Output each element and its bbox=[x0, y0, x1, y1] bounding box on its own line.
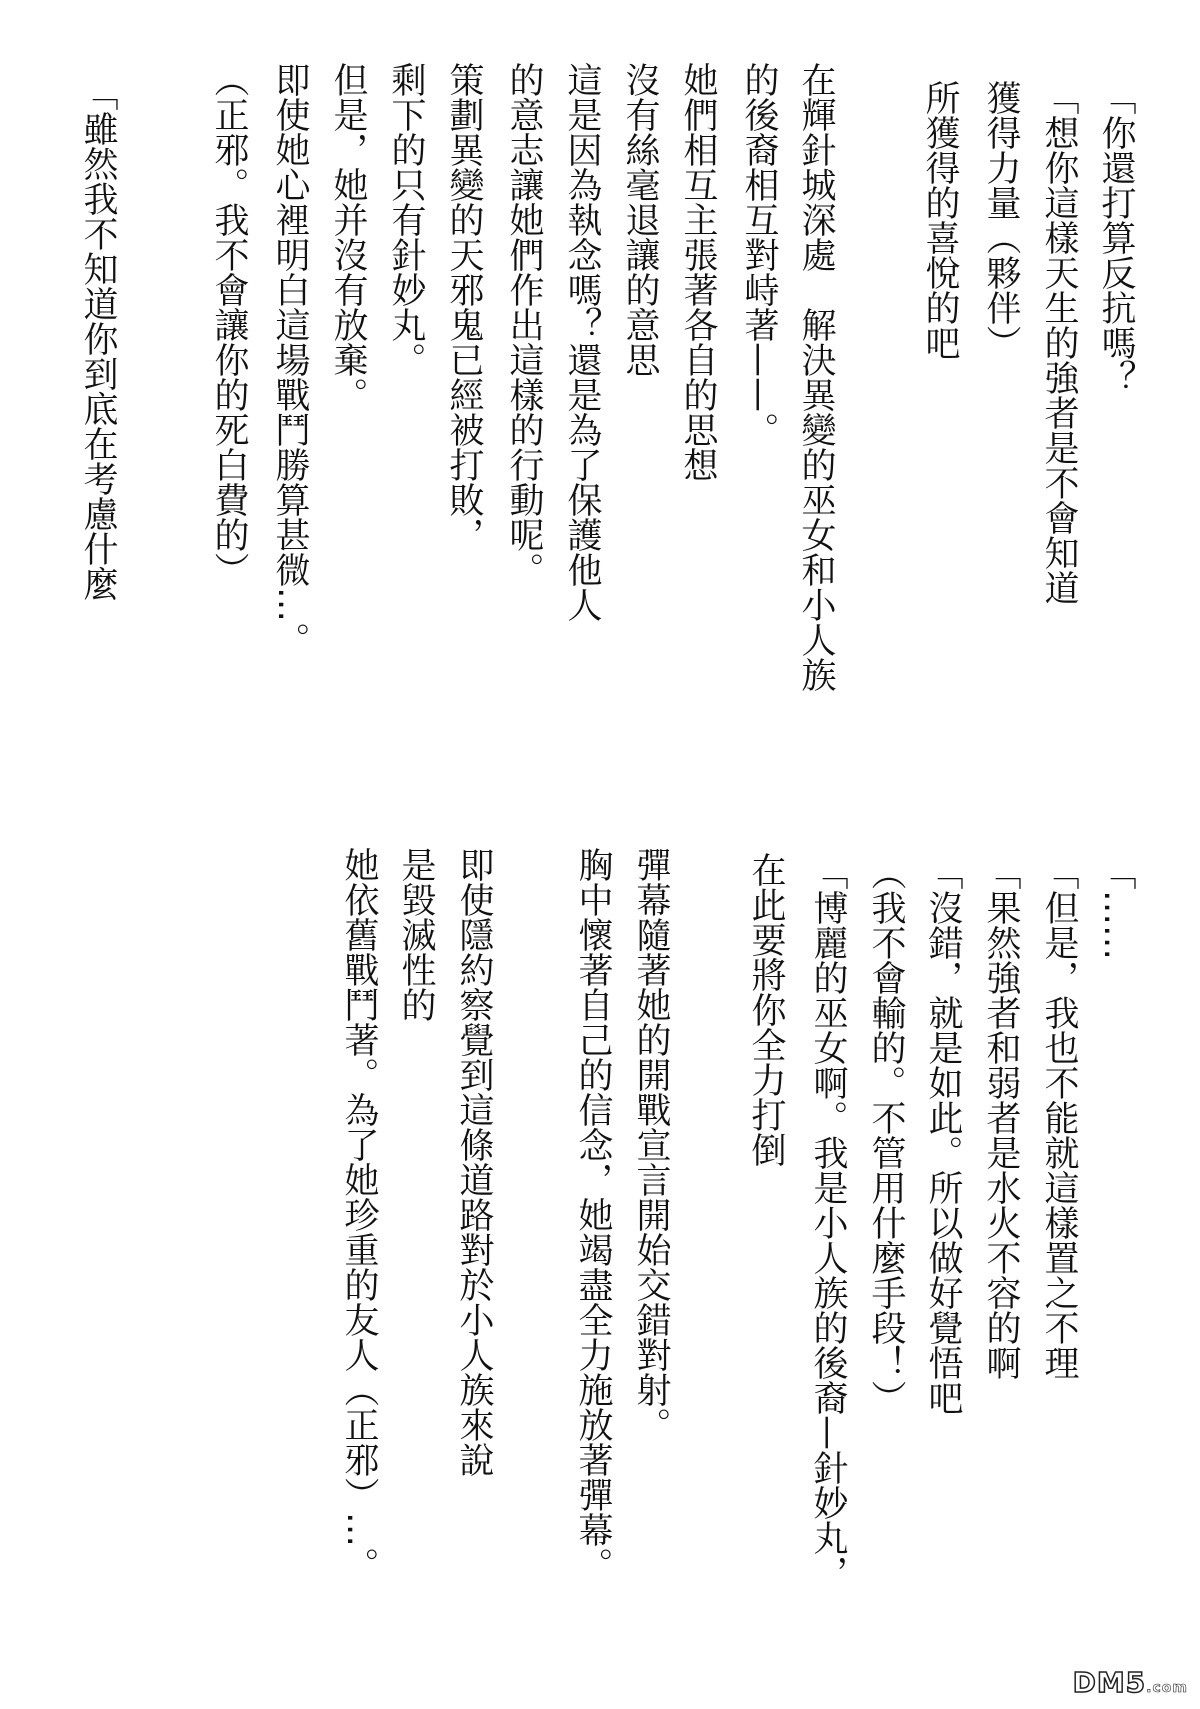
watermark-logo bbox=[1073, 1666, 1188, 1699]
watermark-main: DM5 bbox=[1072, 1666, 1147, 1699]
text-column: 她們相互主張著各自的思想 bbox=[678, 62, 718, 482]
text-column: 但是，她并沒有放棄。 bbox=[328, 62, 368, 412]
text-column: 「沒錯，就是如此。所以做好覺悟吧 bbox=[923, 855, 963, 1415]
text-column: 是毀滅性的 bbox=[396, 847, 436, 1022]
text-column: 「想你這樣天生的強者是不會知道 bbox=[1039, 80, 1079, 605]
text-column: 獲得力量（夥伴） bbox=[981, 80, 1021, 360]
text-column: （我不會輸的。不管用什麼手段！） bbox=[866, 855, 906, 1415]
text-column: 的意志讓她們作出這樣的行動呢。 bbox=[504, 62, 544, 587]
text-column: 彈幕隨著她的開戰宣言開始交錯對射。 bbox=[631, 847, 671, 1442]
text-column: 剩下的只有針妙丸。 bbox=[386, 62, 426, 377]
text-column: 即使隱約察覺到這條道路對於小人族來說 bbox=[454, 847, 494, 1477]
text-column: 「雖然我不知道你到底在考慮什麼 bbox=[78, 76, 118, 601]
text-column: 在此要將你全力打倒 bbox=[746, 852, 786, 1167]
text-column: 在輝針城深處 解決異變的巫女和小人族 bbox=[796, 62, 836, 692]
text-column: 沒有絲毫退讓的意思 bbox=[620, 62, 660, 377]
text-column: 這是因為執念嗎？還是為了保護他人 bbox=[562, 62, 602, 622]
text-column: 「果然強者和弱者是水火不容的啊 bbox=[981, 855, 1021, 1380]
text-column: 所獲得的喜悅的吧 bbox=[920, 80, 960, 360]
text-column: 即使她心裡明白這場戰鬥勝算甚微…。 bbox=[270, 62, 310, 657]
text-column: 她依舊戰鬥著。為了她珍重的友人（正邪）…。 bbox=[339, 847, 379, 1582]
watermark-suffix: .com bbox=[1146, 1680, 1188, 1696]
text-column: 策劃異變的天邪鬼已經被打敗， bbox=[444, 62, 484, 552]
text-column: 的後裔相互對峙著——。 bbox=[739, 62, 779, 447]
text-column: 「但是，我也不能就這樣置之不理 bbox=[1039, 855, 1079, 1380]
text-column: 「你還打算反抗嗎？ bbox=[1096, 80, 1136, 395]
text-column: 「…… bbox=[1096, 855, 1136, 960]
text-column: （正邪。我不會讓你的死白費的） bbox=[209, 62, 249, 587]
text-column: 胸中懷著自己的信念，她竭盡全力施放著彈幕。 bbox=[573, 847, 613, 1582]
text-column: 「博麗的巫女啊。我是小人族的後裔—針妙丸， bbox=[808, 855, 848, 1590]
